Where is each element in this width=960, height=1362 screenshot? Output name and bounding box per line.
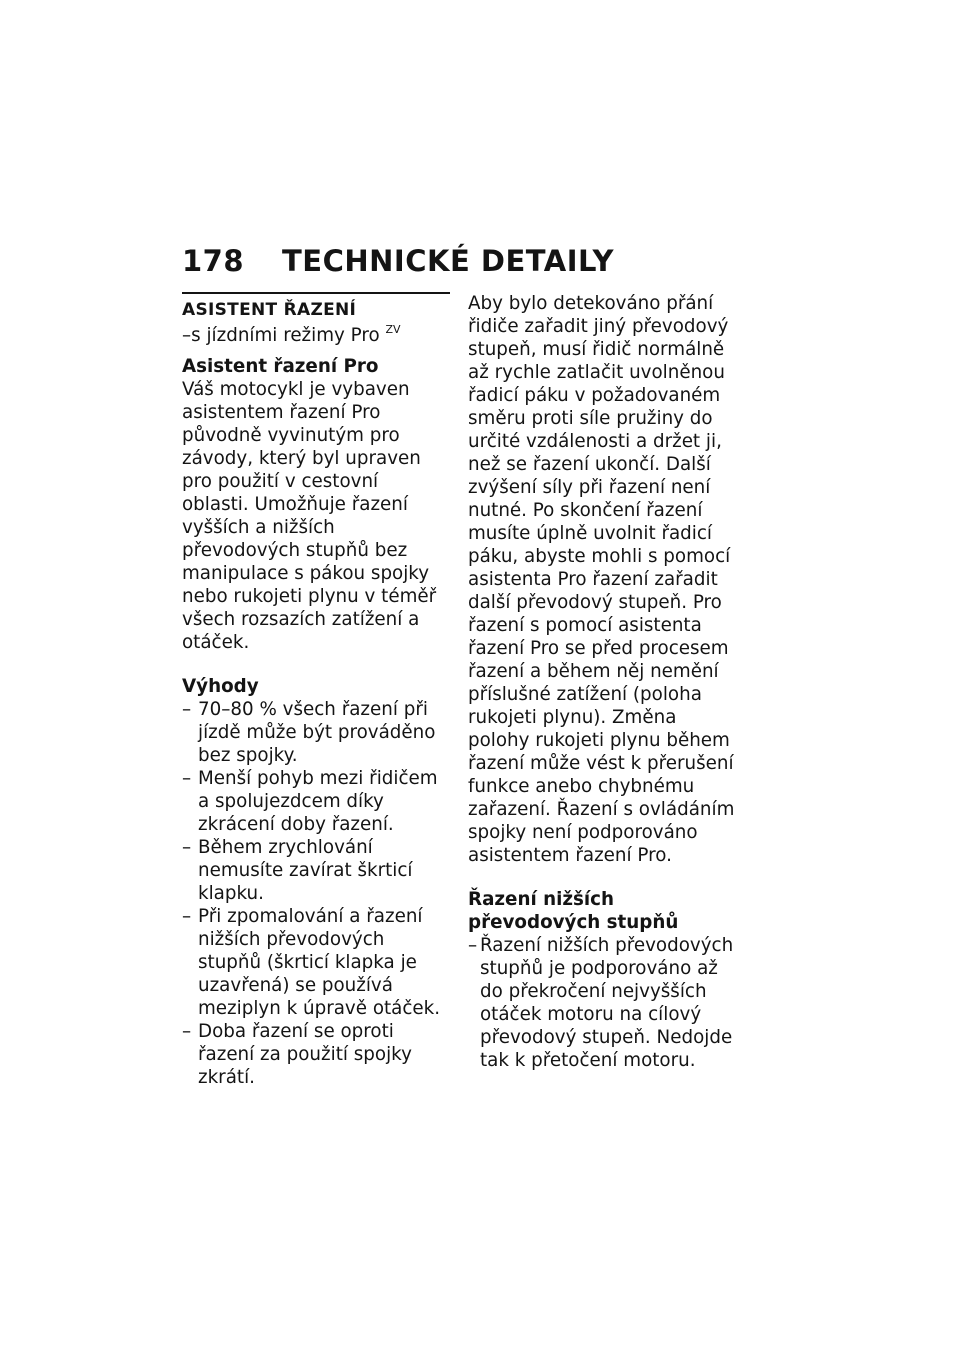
applicability-superscript: ZV xyxy=(385,323,401,336)
list-item: – Během zrychlování nemusíte zavírat škrticí klapku. xyxy=(182,836,450,905)
applicability-text: s jízdními režimy Pro xyxy=(191,325,380,346)
page-header xyxy=(182,244,614,278)
list-item: – Při zpomalování a řazení nižších převodových stupňů (škrticí klapka je uzavřená) se používá meziplyn k úpravě otáček. xyxy=(182,905,450,1020)
chapter-title: TECHNICKÉ DETAILY xyxy=(282,244,614,278)
benefits-heading: Výhody xyxy=(182,676,259,697)
page-number: 178 xyxy=(182,244,245,278)
downshift-list xyxy=(468,934,736,1072)
intro-paragraph: Váš motocykl je vybaven asistentem řazení Pro původně vyvinutým pro závody, který byl upraven pro použití v cestovní oblasti. Umožňuje řazení vyšších a nižších převodových stupňů bez manipulace s pákou spojky nebo rukojeti plynu v téměř všech rozsazích zatížení a otáček. xyxy=(182,379,437,653)
list-item: – Menší pohyb mezi řidičem a spolujezdcem díky zkrácení doby řazení. xyxy=(182,767,450,836)
list-item: – Doba řazení se oproti řazení za použití spojky zkrátí. xyxy=(182,1020,450,1089)
spacer xyxy=(468,867,736,888)
spacer xyxy=(182,654,450,675)
list-item: – Řazení nižších převodových stupňů je podporováno až do překročení nejvyšších otáček motoru na cílový převodový stupeň. Nedojde tak k přetočení motoru. xyxy=(468,934,736,1072)
downshift-heading: Řazení nižších převodových stupňů xyxy=(468,889,679,933)
left-column xyxy=(182,292,450,1089)
intro-heading: Asistent řazení Pro xyxy=(182,356,379,377)
shifting-paragraph: Aby bylo detekováno přání řidiče zařadit jiný převodový stupeň, musí řidič normálně až rychle zatlačit uvolněnou řadicí páku v požadovaném směru proti síle pružiny do určité vzdálenosti a držet ji, než se řazení ukončí. Další zvýšení síly při řazení není nutné. Po skončení řazení musíte úplně uvolnit řadicí páku, abyste mohli s pomocí asistenta Pro řazení zařadit další převodový stupeň. Pro řazení s pomocí asistenta řazení Pro se před procesem řazení a během něj nemění příslušné zatížení (poloha rukojeti plynu). Změna polohy rukojeti plynu během řazení může vést k přerušení funkce anebo chybnému zařazení. Řazení s ovládáním spojky není podporováno asistentem řazení Pro. xyxy=(468,293,735,866)
applicability-dash: – xyxy=(182,325,192,346)
section-title: ASISTENT ŘAZENÍ xyxy=(182,292,450,321)
applicability-note xyxy=(182,324,450,347)
benefits-list xyxy=(182,698,450,1089)
list-item: – 70–80 % všech řazení při jízdě může být prováděno bez spojky. xyxy=(182,698,450,767)
right-column xyxy=(468,292,736,1072)
